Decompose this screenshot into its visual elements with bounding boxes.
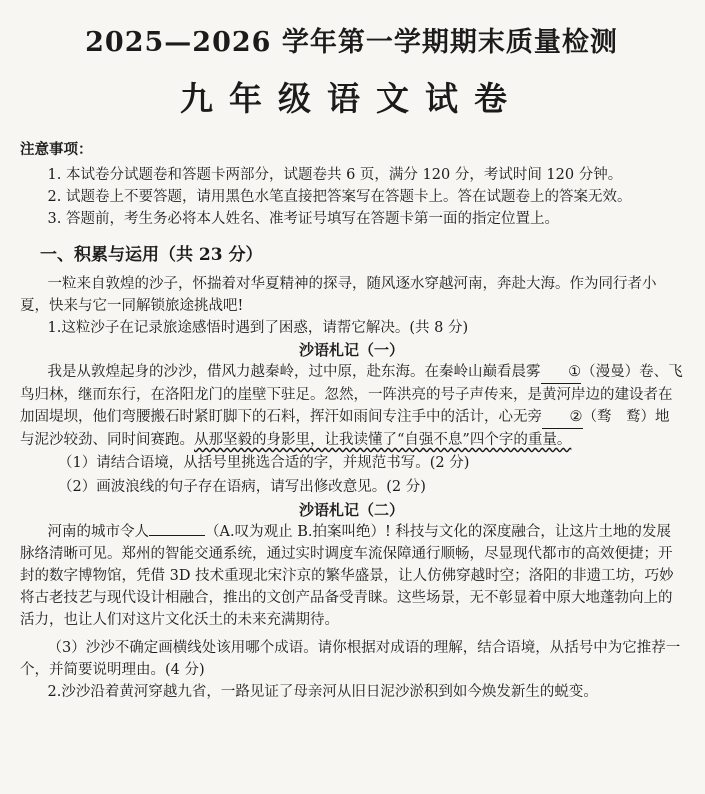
note1-title: 沙语札记（一） — [298, 341, 404, 359]
question-1: 1.这粒沙子在记录旅途感悟时遇到了困惑，请帮它解决。(共 8 分) — [47, 320, 469, 336]
note1-paragraph — [20, 361, 683, 451]
note2-text-a: 河南的城市令人 — [47, 524, 150, 540]
notes-heading: 注意事项： — [20, 141, 93, 158]
blank-2: ② — [542, 406, 583, 429]
subquestion-2: （2）画波浪线的句子存在语病，请写出修改意见。(2 分) — [58, 479, 426, 495]
note-item-2: 2. 试题卷上不要答题，请用黑色水笔直接把答案写在答题卡上。答在试题卷上的答案无效。 — [47, 189, 632, 205]
note1-text-a: 我是从敦煌起身的沙沙，借风力越秦岭，过中原，赴东海。在秦岭山巅看晨雾 — [47, 364, 541, 380]
notes-block — [20, 138, 683, 230]
wavy-sentence: 从那坚毅的身影里，让我读懂了“自强不息”四个字的重量。 — [194, 432, 572, 448]
section-heading: 一、积累与运用（共 23 分） — [40, 245, 263, 265]
note-item-1: 1. 本试卷分试题卷和答题卡两部分，试题卷共 6 页，满分 120 分，考试时间 120 分钟。 — [47, 167, 623, 183]
note-item-3: 3. 答题前，考生务必将本人姓名、准考证号填写在答题卡第一面的指定位置上。 — [47, 211, 559, 227]
idiom-blank — [149, 521, 205, 536]
section-intro: 一粒来自敦煌的沙子，怀揣着对华夏精神的探寻，随风逐水穿越河南，奔赴大海。作为同行者小夏，快来与它一同解锁旅途挑战吧! — [20, 276, 657, 314]
blank-1: ① — [541, 361, 582, 384]
note1-text-c: （骛 鹜）地与泥沙较劲、同时间赛跑。 — [20, 409, 670, 448]
question-2: 2.沙沙沿着黄河穿越九省，一路见证了母亲河从旧日泥沙淤积到如今焕发新生的蜕变。 — [47, 684, 598, 700]
subquestion-3: （3）沙沙不确定画横线处该用哪个成语。请你根据对成语的理解，结合语境，从括号中为它推荐一个，并简要说明理由。(4 分) — [20, 640, 681, 678]
exam-title: 2025—2026 学年第一学期期末质量检测 — [85, 27, 618, 58]
note1-text-b: （漫曼）卷、飞鸟归林，继而东行，在洛阳龙门的崖壁下驻足。忽然，一阵洪亮的号子声传来，是黄河岸边的建设者在加固堤坝，他们弯腰搬石时紧盯脚下的石料，挥汗如雨间专注手中的活计，心无旁 — [20, 364, 683, 425]
note2-text-b: （A.叹为观止 B.拍案叫绝）! 科技与文化的深度融合，让这片土地的发展脉络清晰可见。郑州的智能交通系统，通过实时调度车流保障通行顺畅，尽显现代都市的高效便捷；开封的数字博物馆，凭借 3D 技术重现北宋汴京的繁华盛景，让人仿佛穿越时空；洛阳的非遗工坊，巧妙将古老技艺与现代设计相融合，推出的文创产品备受青睐。这些场景，无不彰显着中原大地蓬勃向上的活力，也让人们对这片文化沃土的未来充满期待。 — [20, 524, 674, 628]
note2-paragraph — [20, 521, 683, 631]
exam-subtitle: 九年级语文试卷 — [180, 79, 523, 118]
note2-title: 沙语札记（二） — [298, 501, 404, 519]
subquestion-1: （1）请结合语境，从括号里挑选合适的字，并规范书写。(2 分) — [58, 455, 470, 471]
